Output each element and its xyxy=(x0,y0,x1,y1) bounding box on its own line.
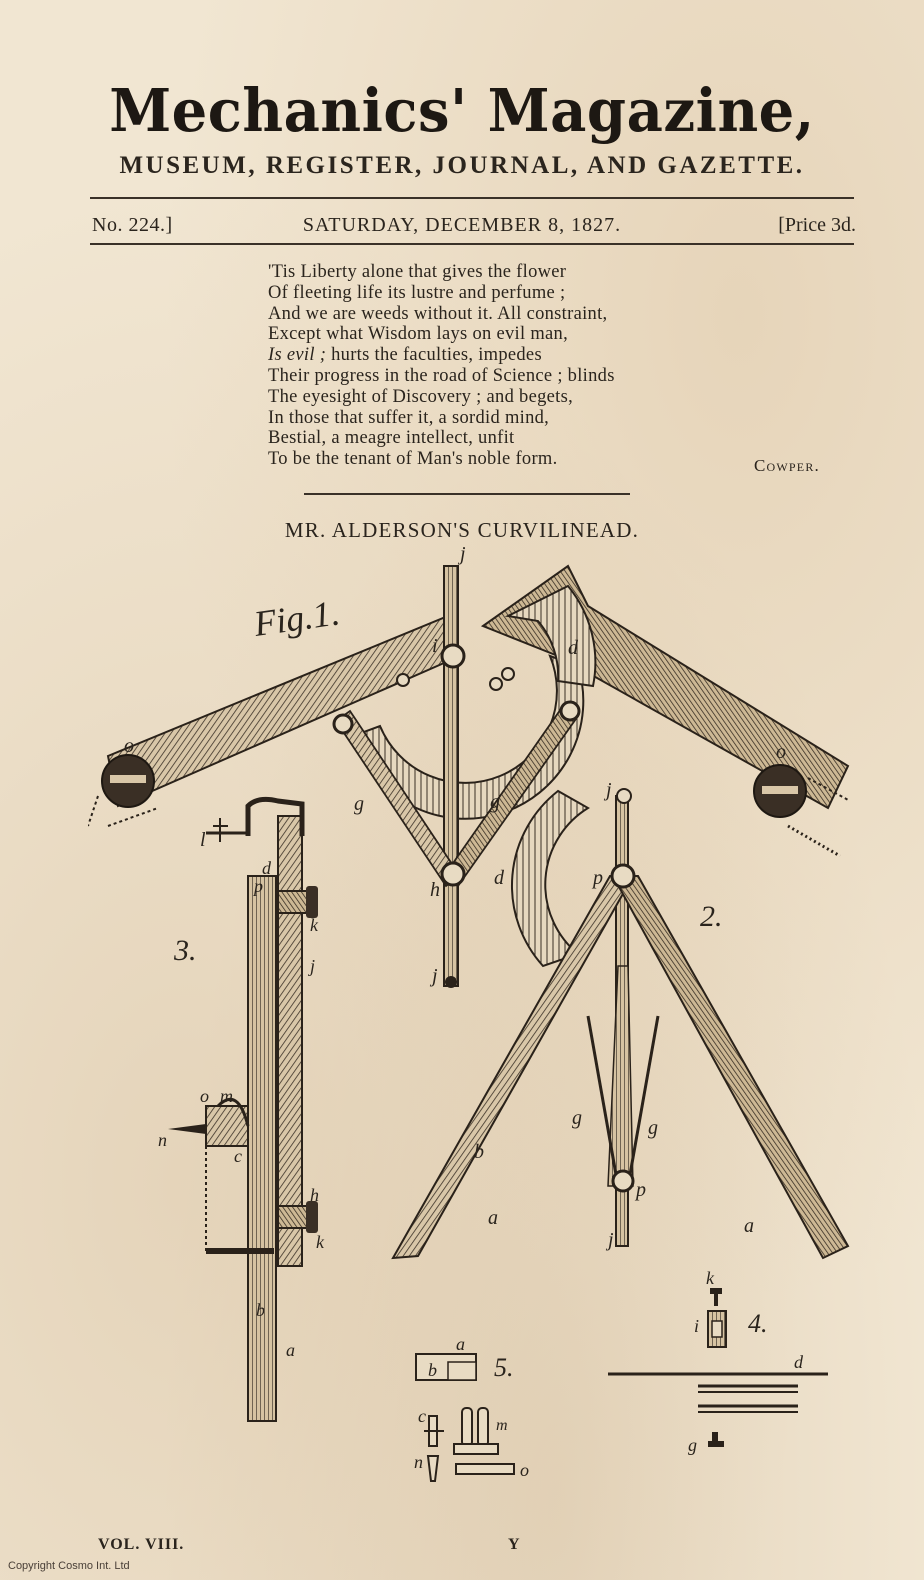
poem-line: And we are weeds without it. All constraint, xyxy=(268,303,608,324)
label-d: d xyxy=(262,858,271,878)
fig5-caption: 5. xyxy=(494,1353,514,1382)
fig3-long-bar xyxy=(248,876,276,1421)
fig1-vertical-rod xyxy=(444,566,458,986)
poem-line-rest: hurts the faculties, impedes xyxy=(331,345,542,366)
poem-line: To be the tenant of Man's noble form. xyxy=(268,449,558,470)
label-n: n xyxy=(158,1130,167,1150)
label-o: o xyxy=(520,1460,529,1480)
fig1-caption: Fig.1. xyxy=(251,592,343,644)
label-d: d xyxy=(794,1352,803,1372)
poem-line: 'Tis Liberty alone that gives the flower xyxy=(268,262,567,282)
label-d: d xyxy=(494,867,504,889)
label-c: c xyxy=(234,1146,242,1166)
figure-5 xyxy=(414,1334,529,1481)
label-j: j xyxy=(310,956,316,976)
label-o: o xyxy=(776,741,786,763)
label-a: a xyxy=(456,1334,465,1354)
curvilinead-engraving xyxy=(88,546,858,1496)
article-title: MR. ALDERSON'S CURVILINEAD. xyxy=(284,518,640,542)
issue-date: SATURDAY, DECEMBER 8, 1827. xyxy=(302,214,622,236)
poem-line: In those that suffer it, a sordid mind, xyxy=(268,407,550,428)
label-g: g xyxy=(688,1435,697,1455)
section-divider xyxy=(304,493,630,495)
label-b: b xyxy=(256,1300,265,1320)
label-i: i xyxy=(694,1316,700,1336)
label-k: k xyxy=(706,1268,714,1288)
label-a: a xyxy=(286,1340,295,1360)
label-d: d xyxy=(568,637,578,659)
epigraph-poem xyxy=(268,262,615,470)
label-a: a xyxy=(744,1215,754,1237)
label-k: k xyxy=(316,1232,324,1252)
label-c: c xyxy=(418,1406,426,1426)
fig3-caption: 3. xyxy=(174,934,197,967)
issue-number: No. 224.] xyxy=(92,214,173,236)
label-g: g xyxy=(490,791,500,813)
label-b: b xyxy=(474,1141,484,1163)
footer-volume: VOL. VIII. xyxy=(98,1536,185,1553)
issue-price: [Price 3d. xyxy=(778,214,856,236)
poem-line xyxy=(268,345,615,366)
poem-line: Bestial, a meagre intellect, unfit xyxy=(268,428,515,449)
footer-signature: Y xyxy=(508,1536,520,1553)
fig3-carriage xyxy=(278,816,302,1266)
figure-4 xyxy=(608,1268,828,1455)
label-o: o xyxy=(200,1086,209,1106)
label-n: n xyxy=(414,1452,423,1472)
label-h: h xyxy=(310,1185,319,1205)
poem-author: Cowper. xyxy=(754,456,820,475)
label-j: j xyxy=(606,779,612,801)
label-p: p xyxy=(593,867,603,889)
poem-line: Except what Wisdom lays on evil man, xyxy=(268,324,569,345)
masthead-subtitle: MUSEUM, REGISTER, JOURNAL, AND GAZETTE. xyxy=(119,152,805,179)
label-g: g xyxy=(572,1107,582,1129)
label-j: j xyxy=(432,965,438,987)
label-h: h xyxy=(430,879,440,901)
label-l: l xyxy=(200,829,206,851)
label-o: o xyxy=(124,735,134,757)
label-k: k xyxy=(310,915,318,935)
label-j: j xyxy=(608,1229,614,1251)
fig4-caption: 4. xyxy=(748,1309,768,1338)
label-i: i xyxy=(432,635,438,657)
label-p: p xyxy=(636,1179,646,1201)
header-rule-top xyxy=(90,197,854,199)
label-j: j xyxy=(460,546,466,565)
label-m: m xyxy=(496,1417,508,1434)
masthead-title: Mechanics' Magazine, xyxy=(109,76,815,146)
figure-1 xyxy=(88,546,850,988)
poem-italic-phrase: Is evil ; xyxy=(268,345,327,366)
label-g: g xyxy=(354,793,364,815)
label-m: m xyxy=(220,1086,233,1106)
fig2-caption: 2. xyxy=(700,900,723,933)
figure-3 xyxy=(158,799,325,1421)
label-g: g xyxy=(648,1117,658,1139)
copyright-notice: Copyright Cosmo Int. Ltd xyxy=(8,1560,130,1572)
header-rule-bottom xyxy=(90,243,854,245)
poem-line: The eyesight of Discovery ; and begets, xyxy=(268,386,574,407)
label-b: b xyxy=(428,1360,437,1380)
poem-line: Of fleeting life its lustre and perfume ; xyxy=(268,282,566,303)
label-a: a xyxy=(488,1207,498,1229)
label-p: p xyxy=(254,876,263,896)
poem-line: Their progress in the road of Science ; blinds xyxy=(268,365,615,386)
